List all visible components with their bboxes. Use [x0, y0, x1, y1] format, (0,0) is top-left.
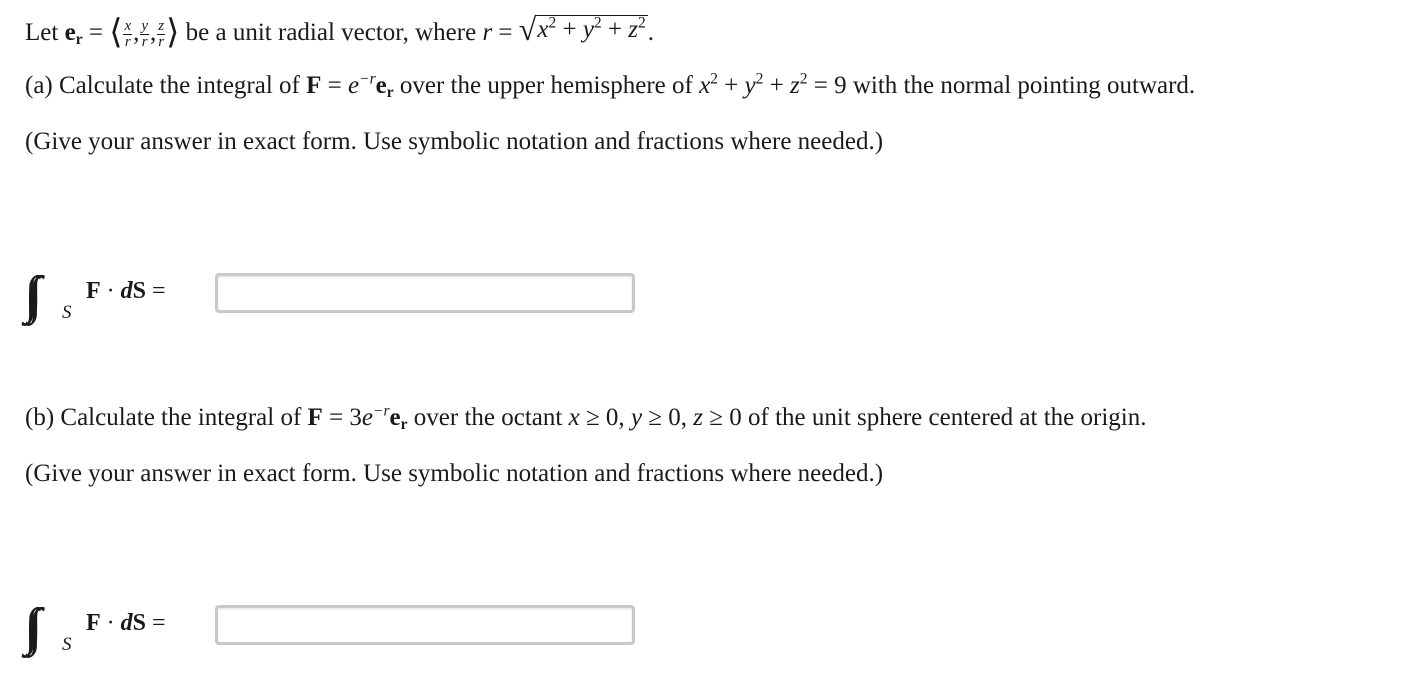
part-a-statement: (a) Calculate the integral of $F = e^{-r}e_r$ over the upper hemisphere of $x^2 + y^2 + z^2 = 9$ with the normal pointing outward. — [25, 70, 1196, 101]
intro-description: be a unit radial vector, where — [185, 19, 477, 46]
part-a-answer-input[interactable] — [215, 273, 635, 313]
unit-vector-symbol: $e_r$ — [64, 19, 83, 48]
part-b-integral-label — [28, 598, 208, 668]
fraction-y-over-r: $\frac{y}{r}$ — [141, 17, 149, 50]
radius-symbol: r — [482, 19, 493, 46]
sqrt-expression: √ $x^2 + y^2 + z^2$ — [518, 11, 646, 47]
integral-expression: F · dS = — [86, 278, 166, 304]
integral-subscript: S — [62, 302, 72, 323]
intro-equals: = — [88, 19, 103, 46]
intro-statement: Let $e_r$ = ⟨ $\frac{x}{r}$ , $\frac{y}{r}$ , $\frac{z}{r}$ ⟩ be a unit radial vector, where r = √ $x^2 + y^2 + z^2$ . — [25, 11, 655, 51]
intro-let: Let — [25, 19, 59, 46]
fraction-x-over-r: $\frac{x}{r}$ — [124, 17, 132, 50]
part-b-answer-input[interactable] — [215, 605, 635, 645]
right-angle-bracket: ⟩ — [166, 14, 180, 51]
left-angle-bracket: ⟨ — [109, 14, 123, 51]
integral-subscript: S — [62, 634, 72, 655]
fraction-z-over-r: $\frac{z}{r}$ — [158, 17, 165, 50]
part-b-instructions: (Give your answer in exact form. Use symbolic notation and fractions where needed.) — [25, 460, 884, 487]
part-a-instructions: (Give your answer in exact form. Use symbolic notation and fractions where needed.) — [25, 128, 884, 155]
part-b-statement: (b) Calculate the integral of $F = 3e^{-r}e_r$ over the octant x ≥ 0, y ≥ 0, z ≥ 0 of the unit sphere centered at the origin. — [25, 402, 1147, 433]
part-a-integral-label — [28, 266, 208, 336]
integral-expression: F · dS = — [86, 610, 166, 636]
radius-equals: = — [498, 19, 513, 46]
sqrt-icon: √ — [518, 11, 537, 47]
